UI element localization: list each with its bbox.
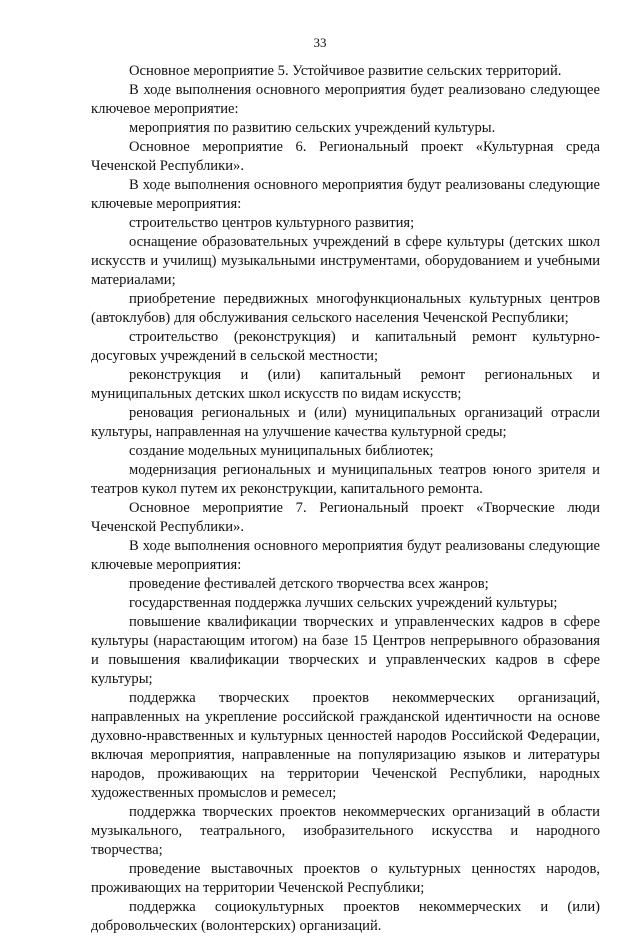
list-item: поддержка творческих проектов некоммерческих организаций, направленных на укрепление российской гражданской идентичности на основе духовно-нравственных и культурных ценностей народов Российской Федерации, включая мероприятия, направленные на популяризацию языков и литературы народов, проживающих на территории Чеченской Республики, народных художественных промыслов и ремесел; xyxy=(91,690,600,801)
paragraph-intro-6: В ходе выполнения основного мероприятия будут реализованы следующие ключевые мероприятия: xyxy=(91,177,600,212)
document-body xyxy=(91,62,600,936)
list-item: приобретение передвижных многофункциональных культурных центров (автоклубов) для обслуживания сельского населения Чеченской Республики; xyxy=(91,291,600,326)
list-item: государственная поддержка лучших сельских учреждений культуры; xyxy=(129,595,558,611)
list-item: поддержка творческих проектов некоммерческих организаций в области музыкального, театрального, изобразительного искусства и народного творчества; xyxy=(91,804,600,858)
page-number: 33 xyxy=(313,35,327,50)
list-item: реконструкция и (или) капитальный ремонт региональных и муниципальных детских школ искусств по видам искусств; xyxy=(91,367,600,402)
list-item: повышение квалификации творческих и управленческих кадров в сфере культуры (нарастающим итогом) на базе 15 Центров непрерывного образования и повышения квалификации творческих и управленческих кадров в сфере культуры; xyxy=(91,614,600,687)
list-item: модернизация региональных и муниципальных театров юного зрителя и театров кукол путем их реконструкции, капитального ремонта. xyxy=(91,462,600,497)
list-item: создание модельных муниципальных библиотек; xyxy=(129,443,434,459)
paragraph-intro-5: В ходе выполнения основного мероприятия будет реализовано следующее ключевое мероприятие: xyxy=(91,82,600,117)
list-item: строительство центров культурного развития; xyxy=(129,215,415,231)
list-item: поддержка социокультурных проектов некоммерческих и (или) добровольческих (волонтерских) организаций. xyxy=(91,899,600,934)
paragraph-intro-7: В ходе выполнения основного мероприятия будут реализованы следующие ключевые мероприятия: xyxy=(91,538,600,573)
list-item: строительство (реконструкция) и капитальный ремонт культурно-досуговых учреждений в сельской местности; xyxy=(91,329,600,364)
paragraph-main-activity-5: Основное мероприятие 5. Устойчивое развитие сельских территорий. xyxy=(129,63,562,79)
list-item: проведение фестивалей детского творчества всех жанров; xyxy=(129,576,489,592)
list-item: проведение выставочных проектов о культурных ценностях народов, проживающих на территории Чеченской Республики; xyxy=(91,861,600,896)
list-item: реновация региональных и (или) муниципальных организаций отрасли культуры, направленная на улучшение качества культурной среды; xyxy=(91,405,600,440)
paragraph-main-activity-6: Основное мероприятие 6. Региональный проект «Культурная среда Чеченской Республики». xyxy=(91,139,600,174)
list-item: оснащение образовательных учреждений в сфере культуры (детских школ искусств и училищ) музыкальными инструментами, оборудованием и учебными материалами; xyxy=(91,234,600,288)
list-item: мероприятия по развитию сельских учреждений культуры. xyxy=(129,120,496,136)
paragraph-main-activity-7: Основное мероприятие 7. Региональный проект «Творческие люди Чеченской Республики». xyxy=(91,500,600,535)
